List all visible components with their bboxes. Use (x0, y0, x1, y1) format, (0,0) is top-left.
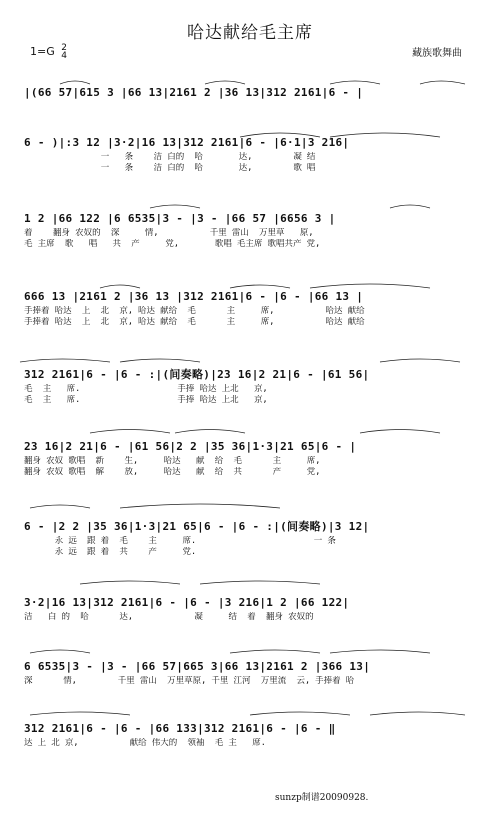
lyric-line: 一 条 洁 白的 哈 达, 凝 结 (24, 152, 316, 162)
score-system (24, 86, 466, 102)
lyric-line: 手捧着 哈达 上 北 京, 哈达 献给 毛 主 席, 哈达 献给 (24, 306, 365, 316)
lyric-line: 毛 主 席. 手捧 哈达 上北 京, (24, 395, 268, 405)
slur (380, 359, 460, 362)
lyric-line (24, 623, 466, 634)
lyric-line: 毛 主 席. 手捧 哈达 上北 京, (24, 384, 268, 394)
slur (420, 81, 465, 84)
notation-line: 3·2|16 13|312 2161|6 - |6 - |3 216|1 2 |66 122| (24, 596, 350, 609)
slur (360, 430, 440, 434)
slur (120, 359, 200, 362)
key-label: 1=G (30, 45, 55, 58)
score-system (24, 440, 466, 478)
slur (200, 581, 320, 584)
slur (30, 650, 90, 653)
slur (150, 205, 200, 208)
notation-line: 6 - |2 2 |35 36|1·3|21 65|6 - |6 - :|(间奏略)|3 12| (24, 520, 370, 533)
slur (30, 505, 90, 508)
slur (330, 81, 380, 84)
lyric-line: 永 远 跟 着 共 产 党. (24, 547, 197, 557)
score-system (24, 136, 466, 174)
slur (120, 504, 280, 508)
key-signature (30, 44, 67, 60)
notation-line: 6 - )|:3 12 |3·2|16 13|312 2161|6 - |6·1|3 216| (24, 136, 350, 149)
notation-line: 23 16|2 21|6 - |61 56|2 2 |35 36|1·3|21 65|6 - | (24, 440, 357, 453)
slur (230, 285, 290, 288)
lyric-line (24, 749, 466, 760)
lyric-line (24, 687, 466, 698)
slur (60, 81, 90, 84)
slur (250, 712, 350, 715)
slur (100, 285, 140, 288)
slur (310, 284, 430, 288)
slur (20, 359, 110, 362)
score-system (24, 596, 466, 634)
slur (370, 712, 465, 715)
time-signature-bottom: 4 (61, 51, 67, 61)
score-system (24, 520, 466, 558)
lyric-line: 永 远 跟 着 毛 主 席. 一 条 (24, 536, 336, 546)
song-title: 哈达献给毛主席 (187, 23, 313, 43)
lyric-line: 毛 主席 歌 唱 共 产 党, 歌唱 毛主席 歌唱共产 党, (24, 239, 321, 249)
slur (390, 205, 430, 208)
lyric-line: 一 条 洁 白的 哈 达, 歌 唱 (24, 163, 316, 173)
notation-line: |(66 57|615 3 |66 13|2161 2 |36 13|312 2161|6 - | (24, 86, 364, 99)
transcriber-credit: sunzp制谱20090928. (275, 793, 369, 803)
score-system (24, 290, 466, 328)
lyric-line: 洁 白 的 哈 达, 凝 结 着 翻身 农奴的 (24, 612, 314, 622)
slur (330, 650, 430, 653)
genre-label: 藏族歌舞曲 (412, 48, 462, 59)
notation-line: 312 2161|6 - |6 - :|(间奏略)|23 16|2 21|6 - |61 56| (24, 368, 370, 381)
time-signature-top: 2 (61, 43, 67, 53)
notation-line: 666 13 |2161 2 |36 13 |312 2161|6 - |6 - |66 13 | (24, 290, 364, 303)
lyric-line: 达 上 北 京, 献给 伟大的 领袖 毛 主 席. (24, 738, 266, 748)
score-system (24, 368, 466, 406)
score-system (24, 660, 466, 698)
time-signature (61, 44, 67, 60)
slur (230, 650, 320, 653)
slur (80, 581, 180, 584)
lyric-line: 手捧着 哈达 上 北 京, 哈达 献给 毛 主 席, 哈达 献给 (24, 317, 365, 327)
lyric-line: 深 情, 千里 雷山 万里草原, 千里 江河 万里流 云, 手捧着 哈 (24, 676, 355, 686)
slur (90, 430, 170, 434)
notation-line: 312 2161|6 - |6 - |66 133|312 2161|6 - |6 - ‖ (24, 722, 336, 735)
score-system (24, 212, 466, 250)
notation-line: 1 2 |66 122 |6 6535|3 - |3 - |66 57 |6656 3 | (24, 212, 336, 225)
slur (175, 430, 245, 434)
lyric-line: 翻身 农奴 歌唱 解 放, 哈达 献 给 共 产 党, (24, 467, 321, 477)
slur (30, 712, 130, 715)
lyric-line: 翻身 农奴 歌唱 新 生, 哈达 献 给 毛 主 席, (24, 456, 321, 466)
notation-line: 6 6535|3 - |3 - |66 57|665 3|66 13|2161 2 |366 13| (24, 660, 371, 673)
lyric-line: 着 翻身 农奴的 深 情, 千里 雷山 万里草 原, (24, 228, 314, 238)
score-system (24, 722, 466, 760)
slur (205, 81, 245, 84)
